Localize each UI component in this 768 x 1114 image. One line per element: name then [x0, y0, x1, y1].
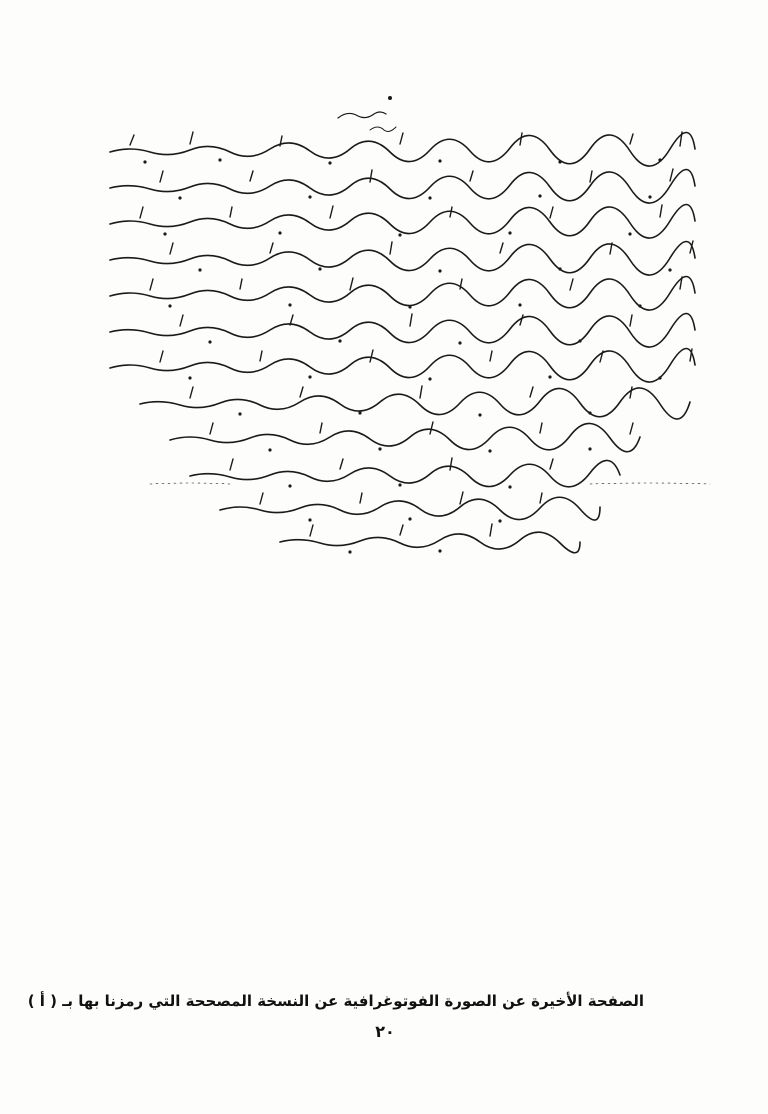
- page-number: ٢٠: [375, 1022, 395, 1041]
- manuscript-image: [70, 90, 730, 570]
- figure-caption: الصفحة الأخيرة عن الصورة الفوتوغرافية عن النسخة المصححة التي رمزنا بها بـ ( أ ): [27, 992, 644, 1010]
- handwritten-manuscript-drawing: [70, 90, 730, 570]
